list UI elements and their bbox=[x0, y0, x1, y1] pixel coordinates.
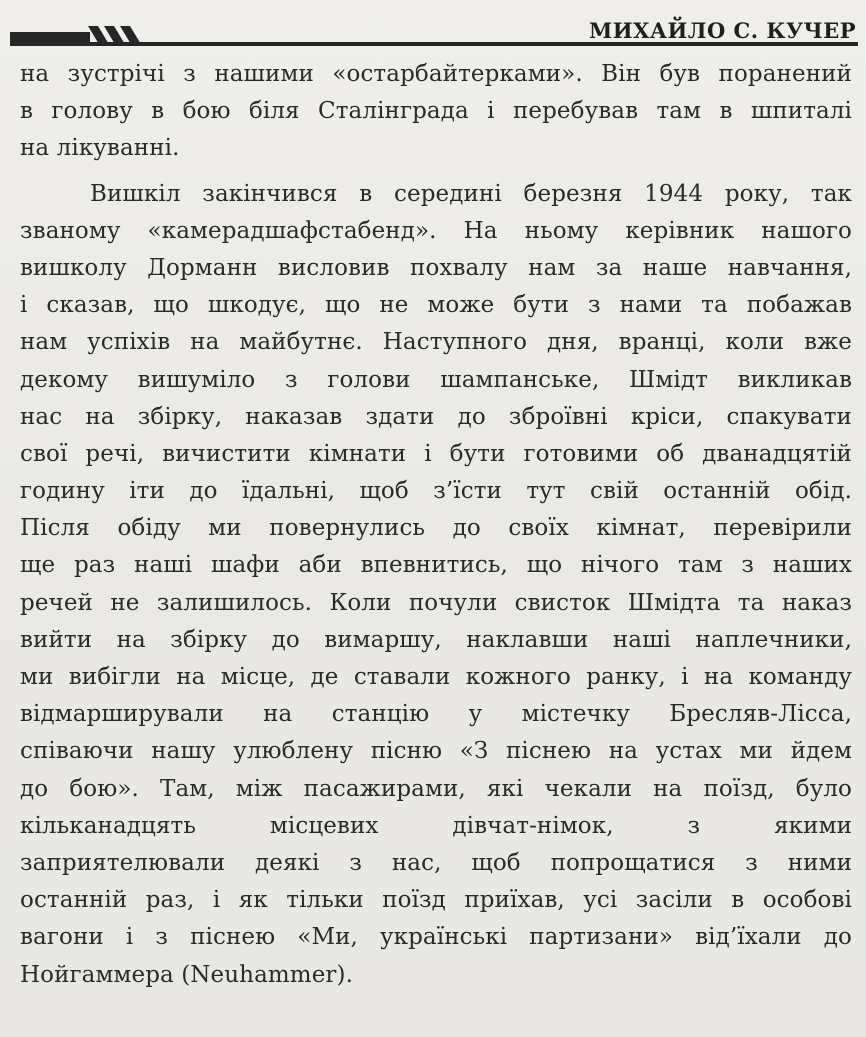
text-line: заприятелювали деякі з нас, щоб попрощатися з ними bbox=[20, 849, 852, 876]
text-line: годину іти до їдальні, щоб з’їсти тут свій останній обід. bbox=[20, 478, 852, 505]
text-line: званому «камерадшафстабенд». На ньому керівник нашого bbox=[20, 217, 852, 244]
text-line: кільканадцять місцевих дівчат-німок, з якими bbox=[20, 812, 852, 839]
body-text bbox=[20, 56, 852, 994]
text-line: відмарширували на станцію у містечку Бресляв-Лісса, bbox=[20, 701, 852, 728]
running-header-author: МИХАЙЛО С. КУЧЕР bbox=[589, 18, 856, 43]
text-line: нам успіхів на майбутнє. Наступного дня, вранці, коли вже bbox=[20, 329, 852, 356]
text-line: Після обіду ми повернулись до своїх кімнат, перевірили bbox=[20, 515, 852, 542]
text-line: речей не залишилось. Коли почули свисток Шмідта та наказ bbox=[20, 589, 852, 616]
text-line: ще раз наші шафи аби впевнитись, що нічого там з наших bbox=[20, 552, 852, 579]
text-line: ми вибігли на місце, де ставали кожного ранку, і на команду bbox=[20, 664, 852, 690]
text-line: декому вишуміло з голови шампанське, Шмідт викликав bbox=[20, 366, 852, 393]
text-line: і сказав, що шкодує, що не може бути з нами та побажав bbox=[20, 292, 852, 319]
text-line: Вишкіл закінчився в середині березня 1944 року, так bbox=[90, 180, 852, 207]
text-line: на зустрічі з нашими «остарбайтерками». Він був поранений bbox=[20, 61, 852, 87]
text-line: вийти на збірку до вимаршу, наклавши наші наплечники, bbox=[20, 626, 852, 653]
paragraph bbox=[20, 176, 852, 994]
text-line: Нойгаммера (Neuhammer). bbox=[20, 961, 353, 988]
text-line: в голову в бою біля Сталінграда і перебував там в шпиталі bbox=[20, 98, 852, 125]
running-header bbox=[10, 14, 858, 50]
text-line: свої речі, вичистити кімнати і бути готовими об дванадцятій bbox=[20, 440, 852, 467]
paragraph bbox=[20, 56, 852, 168]
text-line: на лікуванні. bbox=[20, 135, 180, 162]
text-line: останній раз, і як тільки поїзд приїхав, усі засіли в особові bbox=[20, 887, 852, 914]
text-line: вагони і з піснею «Ми, українські партизани» від’їхали до bbox=[20, 924, 852, 951]
text-line: вишколу Дорманн висловив похвалу нам за наше навчання, bbox=[20, 254, 852, 281]
text-line: нас на збірку, наказав здати до зброївні кріси, спакувати bbox=[20, 403, 852, 430]
text-line: до бою». Там, між пасажирами, які чекали на поїзд, було bbox=[20, 775, 852, 802]
text-line: співаючи нашу улюблену пісню «З піснею на устах ми йдем bbox=[20, 738, 852, 765]
